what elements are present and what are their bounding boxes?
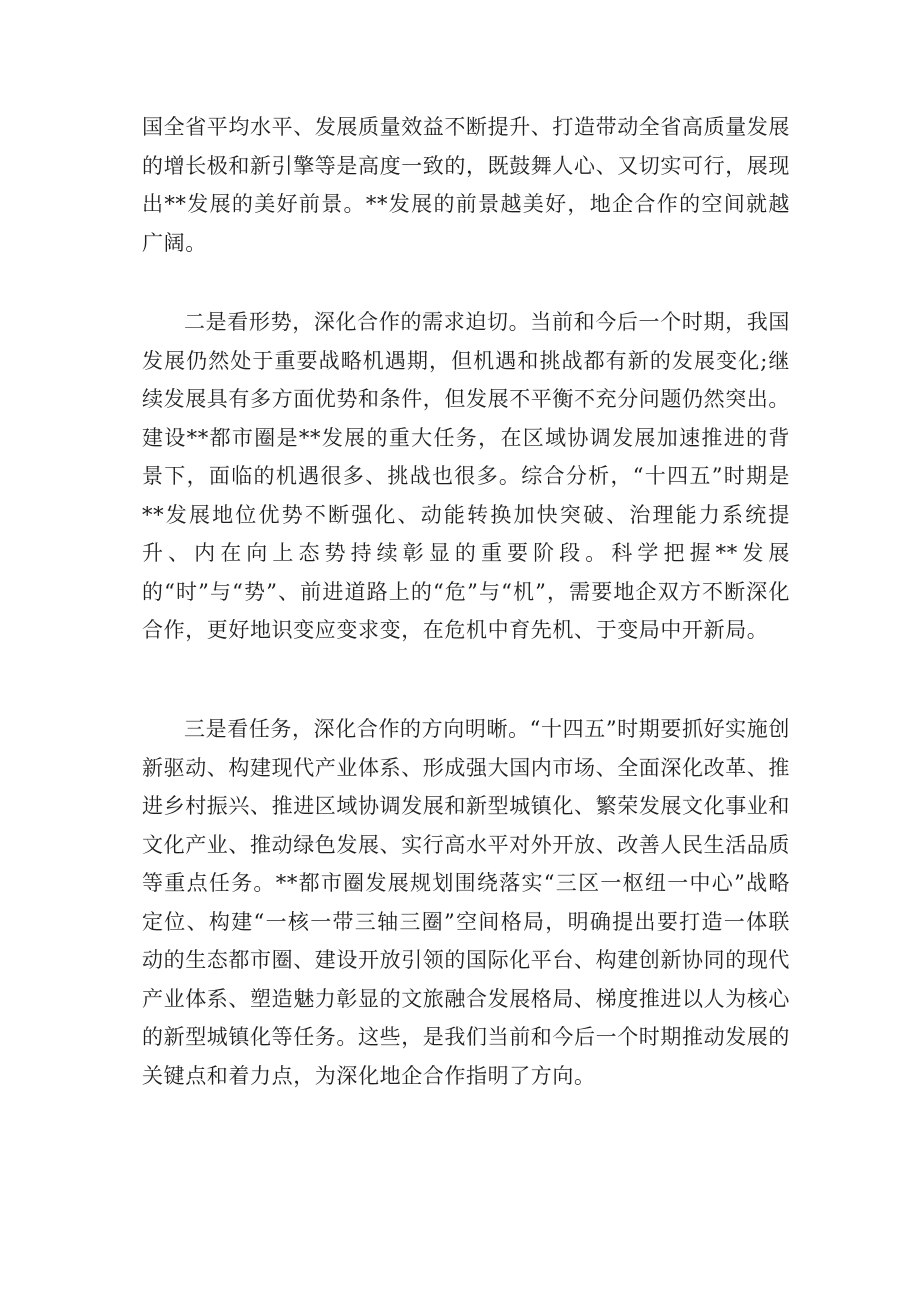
paragraph-situation: 二是看形势，深化合作的需求迫切。当前和今后一个时期，我国发展仍然处于重要战略机遇期，但机遇和挑战都有新的发展变化;继续发展具有多方面优势和条件，但发展不平衡不充分问题仍然突出。建设**都市圈是**发展的重大任务，在区域协调发展加速推进的背景下，面临的机遇很多、挑战也很多。综合分析，“十四五”时期是**发展地位优势不断强化、动能转换加快突破、治理能力系统提升、内在向上态势持续彰显的重要阶段。科学把握**发展的“时”与“势”、前进道路上的“危”与“机”，需要地企双方不断深化合作，更好地识变应变求变，在危机中育先机、于变局中开新局。	[142, 310, 790, 642]
paragraph-tasks: 三是看任务，深化合作的方向明晰。“十四五”时期要抓好实施创新驱动、构建现代产业体系、形成强大国内市场、全面深化改革、推进乡村振兴、推进区域协调发展和新型城镇化、繁荣发展文化事业和文化产业、推动绿色发展、实行高水平对外开放、改善人民生活品质等重点任务。**都市圈发展规划围绕落实“三区一枢纽一中心”战略定位、构建“一核一带三轴三圈”空间格局，明确提出要打造一体联动的生态都市圈、建设开放引领的国际化平台、构建创新协同的现代产业体系、塑造魅力彰显的文旅融合发展格局、梯度推进以人为核心的新型城镇化等任务。这些，是我们当前和今后一个时期推动发展的关键点和着力点，为深化地企合作指明了方向。	[142, 717, 790, 1088]
paragraph-continuation: 国全省平均水平、发展质量效益不断提升、打造带动全省高质量发展的增长极和新引擎等是高度一致的，既鼓舞人心、又切实可行，展现出**发展的美好前景。**发展的前景越美好，地企合作的空间就越广阔。	[142, 115, 790, 255]
